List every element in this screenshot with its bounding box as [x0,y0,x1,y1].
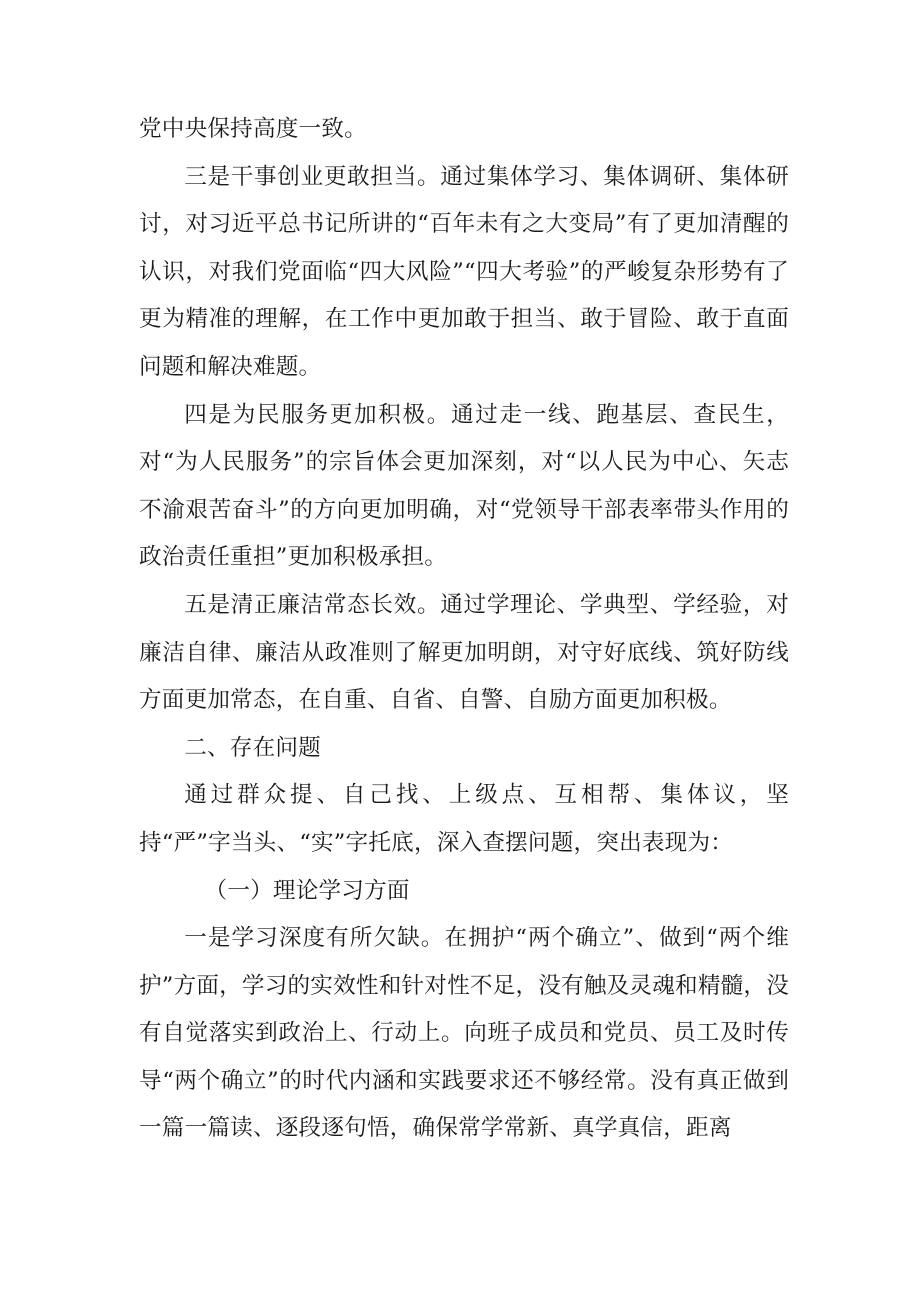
section-heading-problems: 二、存在问题 [184,734,321,761]
paragraph-intro: 通过群众提、自己找、上级点、互相帮、集体议，坚持“严”字当头、“实”字托底，深入查摆问题，突出表现为： [139,782,789,856]
paragraph-point-one: 一是学习深度有所欠缺。在拥护“两个确立”、做到“两个维护”方面，学习的实效性和针对性不足，没有触及灵魂和精髓，没有自觉落实到政治上、行动上。向班子成员和党员、员工及时传导“两个确立”的时代内涵和实践要求还不够经常。没有真正做到一篇一篇读、逐段逐句悟，确保常学常新、真学真信，距离 [139,925,789,1142]
paragraph-point-three: 三是干事创业更敢担当。通过集体学习、集体调研、集体研讨，对习近平总书记所讲的“百年未有之大变局”有了更加清醒的认识，对我们党面临“四大风险”“四大考验”的严峻复杂形势有了更为精准的理解，在工作中更加敢于担当、敢于冒险、敢于直面问题和解决难题。 [139,163,789,380]
paragraph-continuation: 党中央保持高度一致。 [139,116,367,142]
paragraph-point-four: 四是为民服务更加积极。通过走一线、跑基层、查民生，对“为人民服务”的宗旨体会更加深刻，对“以人民为中心、矢志不渝艰苦奋斗”的方向更加明确，对“党领导干部表率带头作用的政治责任重担”更加积极承担。 [139,401,789,571]
document-body [139,106,789,1153]
paragraph-point-five: 五是清正廉洁常态长效。通过学理论、学典型、学经验，对廉洁自律、廉洁从政准则了解更加明朗，对守好底线、筑好防线方面更加常态，在自重、自省、自警、自励方面更加积极。 [139,591,789,714]
subheading-theory-study: （一）理论学习方面 [204,877,410,904]
